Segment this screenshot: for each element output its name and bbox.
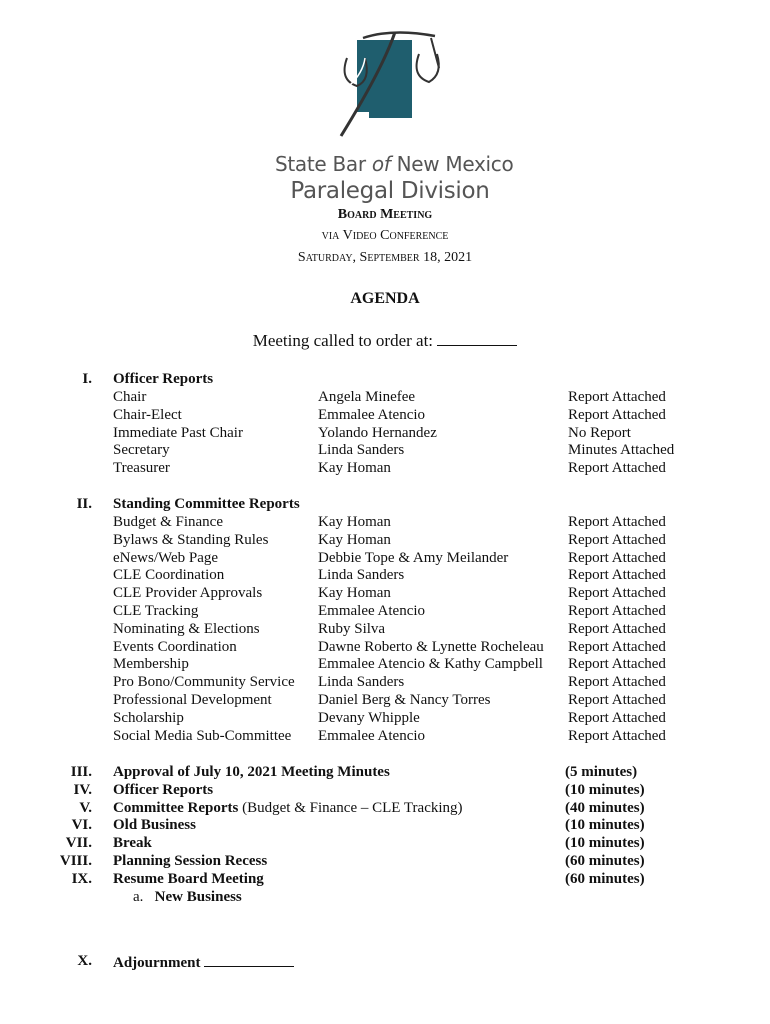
adjournment-blank [204, 953, 294, 967]
table-row [0, 728, 770, 746]
agenda-item [0, 853, 770, 871]
org-name-line2: Paralegal Division [290, 178, 490, 204]
row-person: Daniel Berg & Nancy Torres [318, 692, 491, 708]
section-title-officer-reports: Officer Reports [113, 371, 214, 387]
row-person: Emmalee Atencio [318, 727, 426, 744]
table-row [0, 710, 770, 728]
section-title-standing-committee-reports: Standing Committee Reports [113, 496, 300, 512]
agenda-item-number: VII. [65, 835, 92, 852]
adjournment-line: Adjournment [113, 953, 294, 972]
row-role: Bylaws & Standing Rules [113, 531, 269, 548]
row-status: Report Attached [568, 692, 666, 708]
row-role: CLE Tracking [113, 603, 199, 619]
agenda-item-duration: (60 minutes) [565, 870, 645, 887]
table-row [0, 603, 770, 621]
section-number: I. [82, 371, 92, 387]
agenda-item-number: IV. [73, 781, 92, 798]
row-person: Kay Homan [318, 514, 391, 530]
agenda-item [0, 800, 770, 818]
table-row [0, 425, 770, 443]
logo [255, 28, 517, 204]
row-person: Emmalee Atencio & Kathy Campbell [318, 656, 543, 673]
row-role: Events Coordination [113, 638, 237, 655]
row-status: Report Attached [568, 603, 666, 619]
row-person: Linda Sanders [318, 442, 405, 459]
table-row [0, 389, 770, 407]
agenda-item-text: Approval of July 10, 2021 Meeting Minutes [113, 764, 390, 780]
row-role: Social Media Sub-Committee [113, 727, 292, 744]
agenda-item-duration: (60 minutes) [565, 853, 645, 869]
row-status: No Report [568, 424, 631, 441]
row-role: Immediate Past Chair [113, 424, 243, 441]
agenda-item-text: Resume Board Meeting [113, 870, 264, 887]
row-status: Report Attached [568, 638, 666, 655]
row-role: Chair [113, 389, 147, 405]
row-person: Angela Minefee [318, 389, 416, 405]
row-person: Emmalee Atencio [318, 406, 426, 423]
row-person: Linda Sanders [318, 567, 405, 584]
row-status: Report Attached [568, 531, 666, 548]
row-status: Report Attached [568, 656, 666, 673]
row-status: Report Attached [568, 585, 666, 602]
called-to-order-line: Meeting called to order at: [0, 331, 770, 351]
agenda-item-duration: (40 minutes) [565, 799, 645, 816]
row-person: Kay Homan [318, 531, 391, 548]
video-conference-subheading: via Video Conference [321, 228, 449, 243]
agenda-item-duration: (10 minutes) [565, 817, 645, 834]
agenda-item-duration: (5 minutes) [565, 764, 638, 780]
row-role: Membership [113, 656, 189, 673]
table-row [0, 407, 770, 425]
table-row [0, 550, 770, 568]
row-status: Report Attached [568, 549, 666, 566]
row-person: Debbie Tope & Amy Meilander [318, 549, 509, 566]
row-role: Secretary [113, 442, 170, 459]
row-person: Kay Homan [318, 585, 391, 602]
agenda-item-number: V. [79, 799, 92, 816]
table-row [0, 621, 770, 639]
sub-item-new-business: a. New Business [133, 889, 242, 905]
row-status: Report Attached [568, 460, 666, 477]
row-role: Professional Development [113, 692, 272, 708]
row-role: eNews/Web Page [113, 549, 219, 566]
table-row [0, 656, 770, 674]
agenda-item [0, 871, 770, 889]
board-meeting-heading: Board Meeting [337, 207, 433, 222]
table-row [0, 692, 770, 710]
scales-of-justice-icon [335, 28, 445, 146]
meeting-date: Saturday, September 18, 2021 [297, 250, 473, 265]
row-status: Report Attached [568, 567, 666, 584]
table-row [0, 460, 770, 478]
table-row [0, 639, 770, 657]
agenda-item-number: VIII. [59, 853, 92, 869]
row-role: Pro Bono/Community Service [113, 674, 295, 691]
table-row [0, 585, 770, 603]
row-status: Report Attached [568, 674, 666, 691]
agenda-item [0, 764, 770, 782]
time-blank [437, 332, 517, 346]
row-person: Kay Homan [318, 460, 391, 477]
agenda-item-number: IX. [71, 870, 92, 887]
table-row [0, 532, 770, 550]
agenda-item [0, 817, 770, 835]
agenda-item-number: III. [70, 764, 92, 780]
row-status: Report Attached [568, 406, 666, 423]
row-status: Report Attached [568, 514, 666, 530]
agenda-item-number: VI. [71, 817, 92, 834]
agenda-item-text: Old Business [113, 817, 196, 834]
agenda-item [0, 782, 770, 800]
row-role: Treasurer [113, 460, 170, 477]
agenda-item-text: Committee Reports (Budget & Finance – CLE Tracking) [113, 799, 463, 816]
table-row [0, 674, 770, 692]
agenda-item-duration: (10 minutes) [565, 835, 645, 852]
row-status: Minutes Attached [568, 442, 675, 459]
row-person: Emmalee Atencio [318, 603, 426, 619]
agenda-item-text: Break [113, 835, 152, 852]
row-person: Dawne Roberto & Lynette Rocheleau [318, 638, 544, 655]
row-role: Chair-Elect [113, 406, 182, 423]
section-number: II. [76, 496, 92, 512]
row-status: Report Attached [568, 709, 666, 726]
row-status: Report Attached [568, 727, 666, 744]
agenda-item-detail: (Budget & Finance – CLE Tracking) [238, 799, 463, 816]
row-role: Scholarship [113, 709, 184, 726]
row-role: CLE Coordination [113, 567, 225, 584]
row-role: Budget & Finance [113, 514, 223, 530]
row-person: Linda Sanders [318, 674, 405, 691]
row-status: Report Attached [568, 620, 666, 637]
row-person: Ruby Silva [318, 620, 386, 637]
row-role: Nominating & Elections [113, 620, 260, 637]
row-person: Yolando Hernandez [318, 424, 437, 441]
table-row [0, 442, 770, 460]
table-row [0, 514, 770, 532]
row-status: Report Attached [568, 389, 666, 405]
agenda-title: AGENDA [350, 290, 420, 307]
agenda-item-text: Planning Session Recess [113, 853, 268, 869]
row-role: CLE Provider Approvals [113, 585, 263, 602]
section-number: X. [77, 953, 92, 969]
row-person: Devany Whipple [318, 709, 420, 726]
agenda-item-duration: (10 minutes) [565, 781, 645, 798]
org-name-line1: State Bar of New Mexico [275, 152, 514, 176]
agenda-item [0, 835, 770, 853]
agenda-item-text: Officer Reports [113, 781, 214, 798]
table-row [0, 567, 770, 585]
